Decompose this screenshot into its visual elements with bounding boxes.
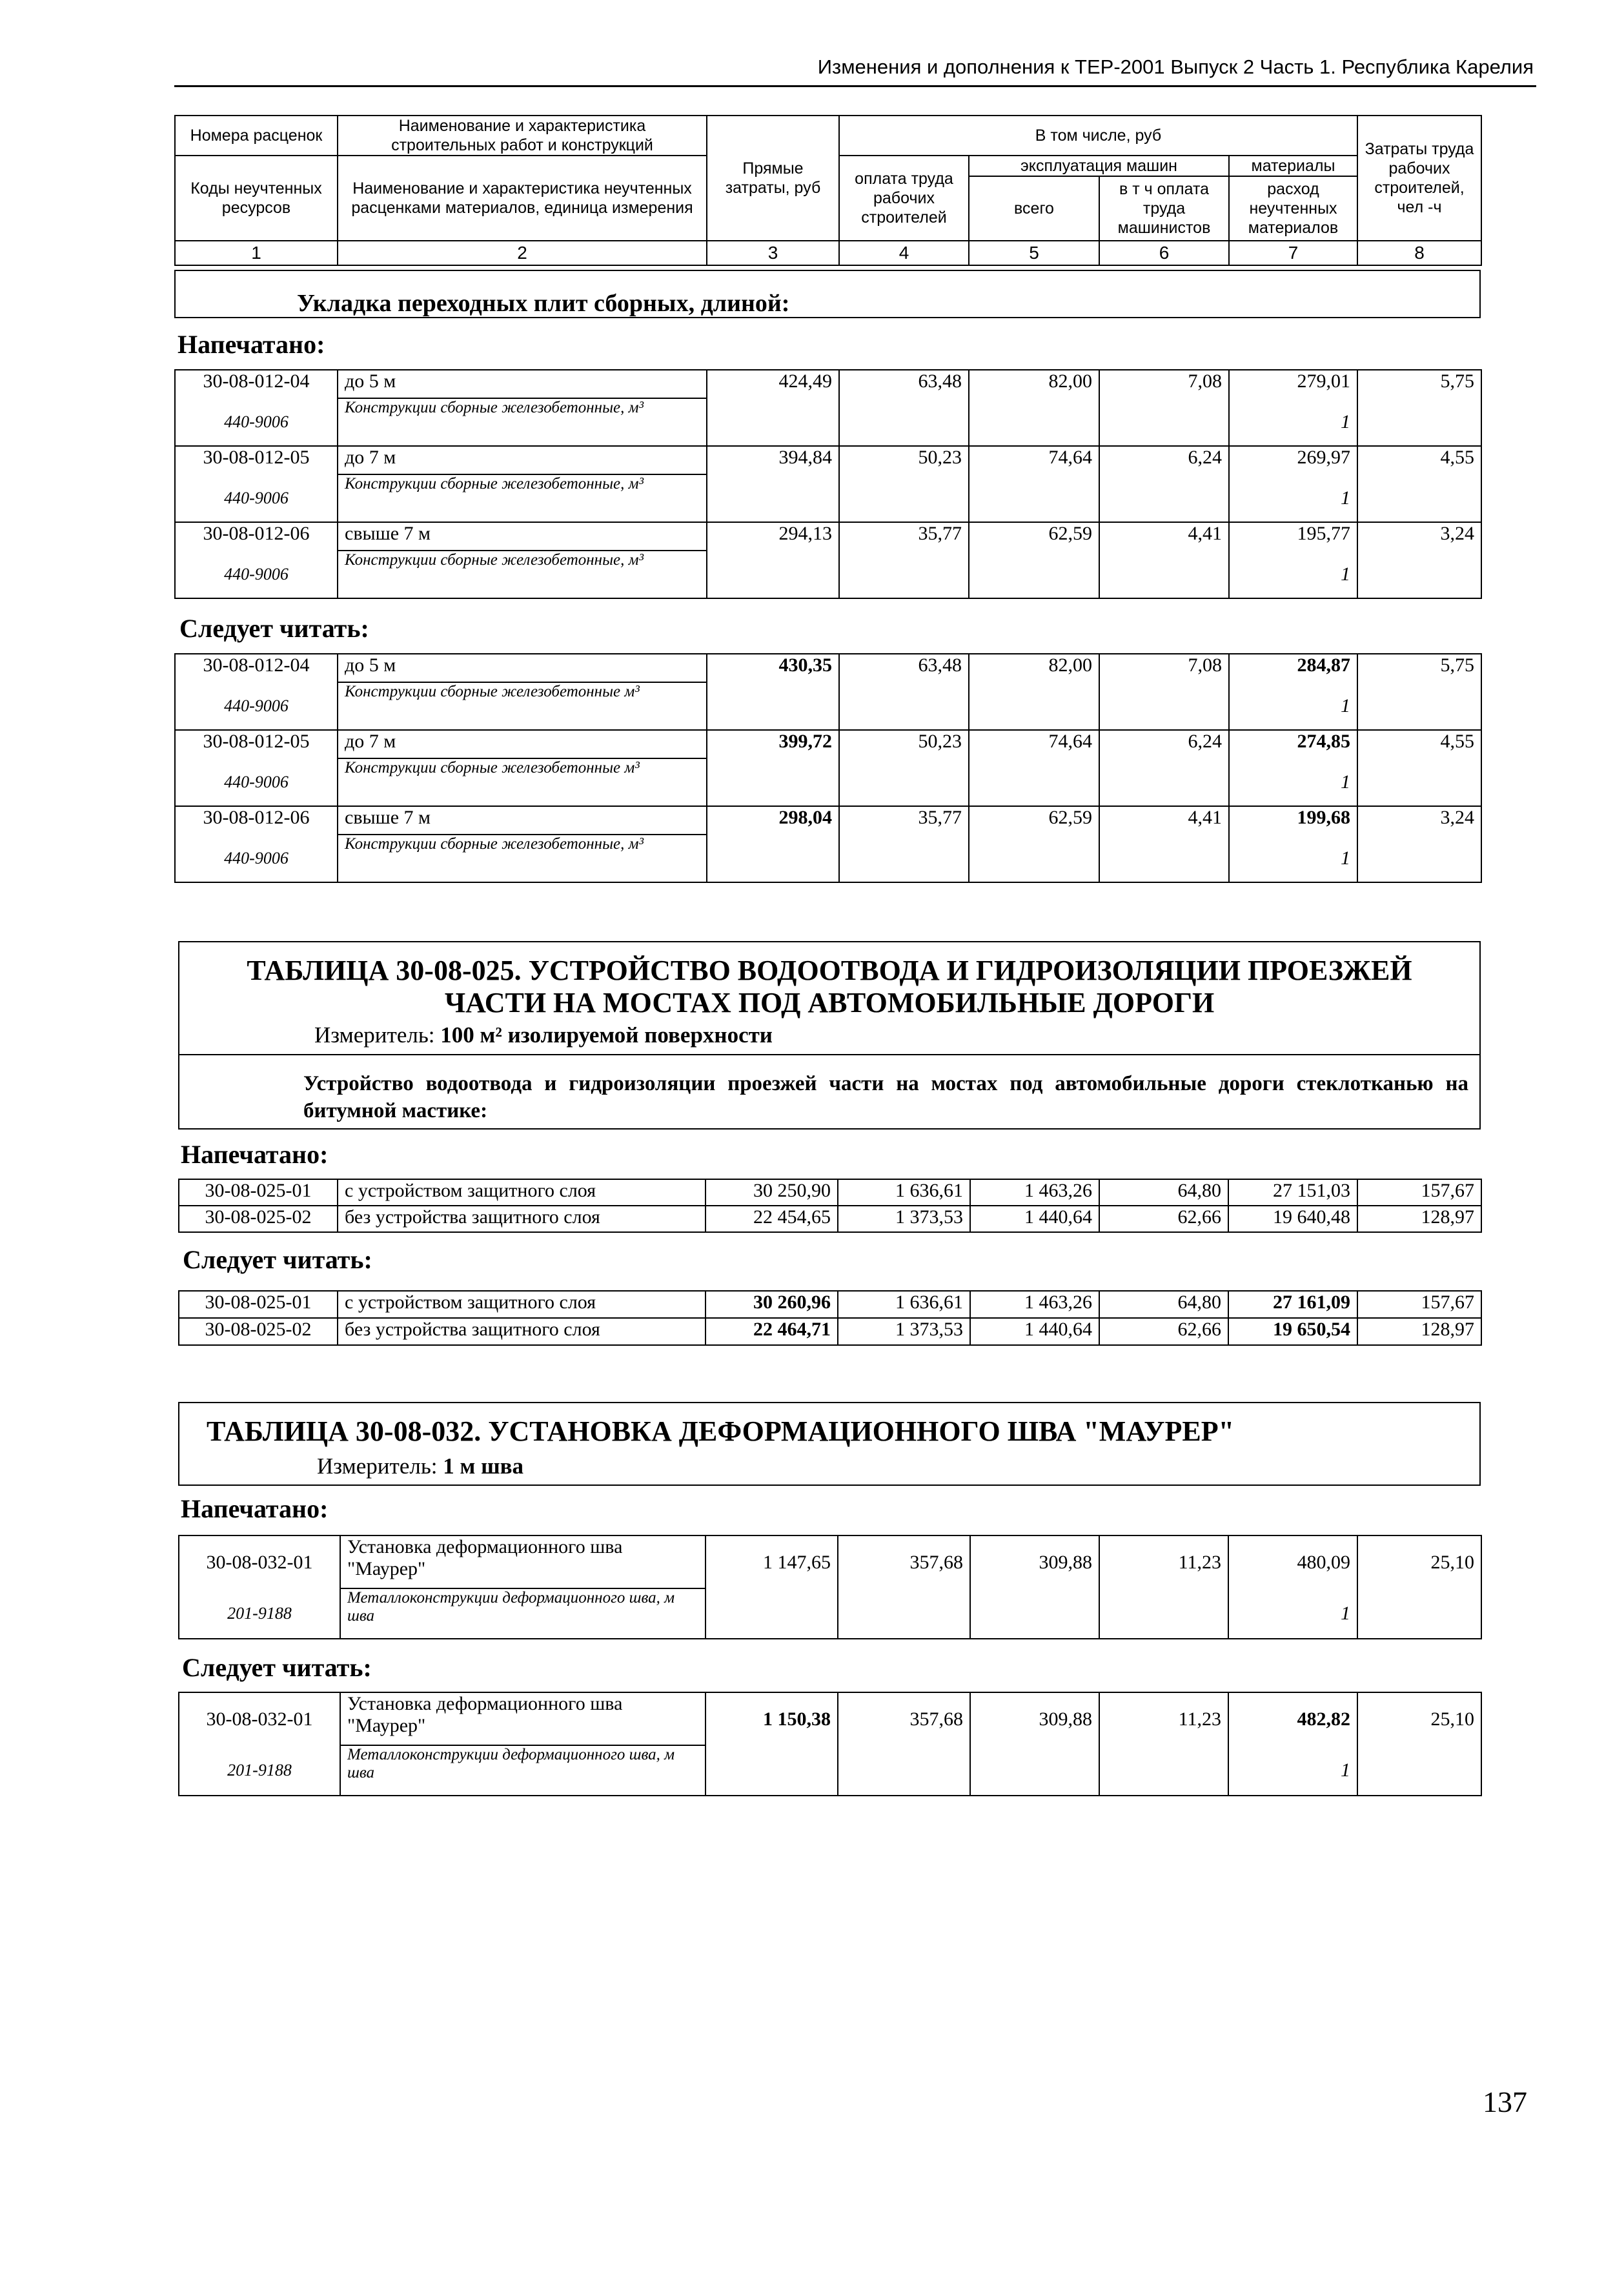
machines-cost: 82,00: [969, 370, 1099, 398]
operators-cost: 7,08: [1099, 370, 1229, 398]
column-header-table: [174, 115, 1482, 266]
resource-name: Конструкции сборные железобетонные, м³: [338, 398, 707, 446]
section2-title-line2: ЧАСТИ НА МОСТАХ ПОД АВТОМОБИЛЬНЫЕ ДОРОГИ: [444, 987, 1215, 1018]
table-row: [179, 1535, 1481, 1588]
resource-qty: 1: [1229, 682, 1357, 730]
measure-prefix: Измеритель:: [314, 1022, 441, 1048]
table-row: [179, 1692, 1481, 1745]
direct-cost: 22 464,71: [705, 1318, 838, 1345]
page-number: 137: [1483, 2085, 1527, 2118]
rate-code: 30-08-012-06: [175, 806, 338, 835]
hdr-col4: оплата труда рабочих строителей: [839, 156, 969, 241]
resource-name: Конструкции сборные железобетонные м³: [338, 758, 707, 806]
work-name: с устройством защитного слоя: [338, 1179, 705, 1206]
machines-cost: 74,64: [969, 446, 1099, 474]
rate-code: 30-08-012-05: [175, 446, 338, 474]
table-row: [175, 522, 1481, 551]
rate-code: 30-08-025-02: [179, 1206, 338, 1232]
labor-cost: 357,68: [838, 1535, 970, 1588]
machines-cost: 1 463,26: [970, 1179, 1099, 1206]
hdr-col5: всего: [969, 176, 1099, 241]
table-row: [175, 370, 1481, 398]
labor-hours: 128,97: [1357, 1206, 1481, 1232]
hdr-num-7: 7: [1229, 241, 1357, 265]
rate-code: 30-08-012-05: [175, 730, 338, 758]
labor-hours: 25,10: [1357, 1535, 1481, 1588]
resource-code: 440-9006: [175, 682, 338, 730]
work-name: до 7 м: [338, 730, 707, 758]
resource-qty: 1: [1229, 758, 1357, 806]
materials-cost: 269,97: [1229, 446, 1357, 474]
work-name: до 7 м: [338, 446, 707, 474]
labor-cost: 1 373,53: [838, 1206, 970, 1232]
operators-cost: 64,80: [1099, 1179, 1228, 1206]
rate-code: 30-08-012-06: [175, 522, 338, 551]
direct-cost: 30 260,96: [705, 1291, 838, 1318]
machines-cost: 62,59: [969, 806, 1099, 835]
work-name: без устройства защитного слоя: [338, 1318, 705, 1345]
measure-value: 1 м шва: [443, 1454, 524, 1479]
section3-should-read-label: Следует читать:: [182, 1653, 372, 1682]
resource-code: 201-9188: [179, 1745, 340, 1796]
labor-hours: 4,55: [1357, 730, 1481, 758]
work-name: Установка деформационного шва "Маурер": [340, 1692, 705, 1745]
labor-hours: 157,67: [1357, 1179, 1481, 1206]
operators-cost: 6,24: [1099, 446, 1229, 474]
machines-cost: 82,00: [969, 654, 1099, 682]
machines-cost: 1 440,64: [970, 1318, 1099, 1345]
hdr-num-1: 1: [175, 241, 338, 265]
resource-name: Металлоконструкции деформационного шва, м шва: [340, 1745, 705, 1796]
materials-cost: 19 640,48: [1228, 1206, 1357, 1232]
table-row: [175, 654, 1481, 682]
labor-cost: 63,48: [839, 654, 969, 682]
section2-corrected-table: [178, 1290, 1482, 1346]
section1-printed-label: Напечатано:: [178, 330, 325, 359]
hdr-num-8: 8: [1357, 241, 1481, 265]
section1-should-read-label: Следует читать:: [179, 614, 369, 643]
resource-code: 440-9006: [175, 398, 338, 446]
labor-hours: 128,97: [1357, 1318, 1481, 1345]
table-row: [175, 551, 1481, 598]
materials-cost: 482,82: [1228, 1692, 1357, 1745]
direct-cost: 394,84: [707, 446, 839, 474]
resource-qty: 1: [1229, 551, 1357, 598]
table-row: [179, 1179, 1481, 1206]
hdr-col2-top: Наименование и характеристика строительных работ и конструкций: [338, 116, 707, 156]
section3-corrected-table: [178, 1692, 1482, 1796]
machines-cost: 62,59: [969, 522, 1099, 551]
section1-corrected-table: [174, 653, 1482, 883]
direct-cost: 424,49: [707, 370, 839, 398]
table-row: [179, 1291, 1481, 1318]
direct-cost: 298,04: [707, 806, 839, 835]
section2-measure: [314, 1022, 773, 1048]
resource-name: Конструкции сборные железобетонные, м³: [338, 474, 707, 522]
operators-cost: 4,41: [1099, 522, 1229, 551]
table-row: [175, 474, 1481, 522]
rate-code: 30-08-025-01: [179, 1179, 338, 1206]
hdr-num-3: 3: [707, 241, 839, 265]
resource-name: Конструкции сборные железобетонные, м³: [338, 835, 707, 882]
labor-cost: 1 373,53: [838, 1318, 970, 1345]
machines-cost: 74,64: [969, 730, 1099, 758]
resource-name: Конструкции сборные железобетонные, м³: [338, 551, 707, 598]
resource-code: 440-9006: [175, 758, 338, 806]
rate-code: 30-08-025-02: [179, 1318, 338, 1345]
section3-title: ТАБЛИЦА 30-08-032. УСТАНОВКА ДЕФОРМАЦИОННОГО ШВА "МАУРЕР": [207, 1415, 1235, 1447]
resource-code: 201-9188: [179, 1588, 340, 1639]
operators-cost: 62,66: [1099, 1318, 1228, 1345]
measure-value: 100 м² изолируемой поверхности: [440, 1022, 773, 1048]
labor-hours: 157,67: [1357, 1291, 1481, 1318]
machines-cost: 1 463,26: [970, 1291, 1099, 1318]
labor-cost: 50,23: [839, 446, 969, 474]
resource-qty: 1: [1229, 398, 1357, 446]
work-name: до 5 м: [338, 370, 707, 398]
hdr-col6: в т ч оплата труда машинистов: [1099, 176, 1229, 241]
labor-cost: 35,77: [839, 522, 969, 551]
labor-cost: 1 636,61: [838, 1291, 970, 1318]
section1-subtitle: Укладка переходных плит сборных, длиной:: [297, 290, 790, 317]
table-row: [175, 758, 1481, 806]
labor-cost: 35,77: [839, 806, 969, 835]
machines-cost: 1 440,64: [970, 1206, 1099, 1232]
labor-hours: 5,75: [1357, 370, 1481, 398]
rate-code: 30-08-032-01: [179, 1535, 340, 1588]
section1-printed-table: [174, 369, 1482, 599]
table-row: [175, 806, 1481, 835]
direct-cost: 30 250,90: [705, 1179, 838, 1206]
resource-code: 440-9006: [175, 835, 338, 882]
section3-measure: [317, 1454, 523, 1479]
operators-cost: 4,41: [1099, 806, 1229, 835]
table-row: [179, 1206, 1481, 1232]
work-name: до 5 м: [338, 654, 707, 682]
hdr-col2-bottom: Наименование и характеристика неучтенных расценками материалов, единица измерения: [338, 156, 707, 241]
hdr-group-machines: эксплуатация машин: [969, 156, 1229, 176]
operators-cost: 7,08: [1099, 654, 1229, 682]
direct-cost: 294,13: [707, 522, 839, 551]
resource-code: 440-9006: [175, 551, 338, 598]
section3-printed-label: Напечатано:: [181, 1494, 329, 1523]
materials-cost: 27 161,09: [1228, 1291, 1357, 1318]
table-row: [175, 730, 1481, 758]
section2-title-line1: ТАБЛИЦА 30-08-025. УСТРОЙСТВО ВОДООТВОДА И ГИДРОИЗОЛЯЦИИ ПРОЕЗЖЕЙ: [247, 955, 1412, 986]
labor-hours: 3,24: [1357, 806, 1481, 835]
header-rule: [174, 85, 1536, 87]
rate-code: 30-08-012-04: [175, 654, 338, 682]
materials-cost: 199,68: [1229, 806, 1357, 835]
rate-code: 30-08-012-04: [175, 370, 338, 398]
resource-qty: 1: [1229, 835, 1357, 882]
hdr-num-6: 6: [1099, 241, 1229, 265]
hdr-col1-top: Номера расценок: [175, 116, 338, 156]
measure-prefix: Измеритель:: [317, 1454, 443, 1479]
materials-cost: 284,87: [1229, 654, 1357, 682]
section2-should-read-label: Следует читать:: [183, 1245, 372, 1274]
hdr-col3: Прямые затраты, руб: [707, 116, 839, 241]
labor-hours: 3,24: [1357, 522, 1481, 551]
direct-cost: 399,72: [707, 730, 839, 758]
hdr-num-2: 2: [338, 241, 707, 265]
hdr-num-4: 4: [839, 241, 969, 265]
resource-qty: 1: [1228, 1745, 1357, 1796]
section3-printed-table: [178, 1535, 1482, 1639]
work-name: свыше 7 м: [338, 806, 707, 835]
labor-hours: 4,55: [1357, 446, 1481, 474]
work-name: Установка деформационного шва "Маурер": [340, 1535, 705, 1588]
operators-cost: 62,66: [1099, 1206, 1228, 1232]
operators-cost: 11,23: [1099, 1535, 1228, 1588]
direct-cost: 22 454,65: [705, 1206, 838, 1232]
materials-cost: 480,09: [1228, 1535, 1357, 1588]
materials-cost: 195,77: [1229, 522, 1357, 551]
table-row: [179, 1318, 1481, 1345]
materials-cost: 279,01: [1229, 370, 1357, 398]
labor-hours: 25,10: [1357, 1692, 1481, 1745]
machines-cost: 309,88: [970, 1692, 1099, 1745]
resource-qty: 1: [1229, 474, 1357, 522]
table-row: [179, 1745, 1481, 1796]
operators-cost: 11,23: [1099, 1692, 1228, 1745]
direct-cost: 430,35: [707, 654, 839, 682]
table-row: [175, 682, 1481, 730]
table-row: [175, 835, 1481, 882]
resource-qty: 1: [1228, 1588, 1357, 1639]
hdr-num-5: 5: [969, 241, 1099, 265]
hdr-col1-bottom: Коды неучтенных ресурсов: [175, 156, 338, 241]
running-header: Изменения и дополнения к ТЕР-2001 Выпуск 2 Часть 1. Республика Карелия: [817, 56, 1534, 78]
labor-cost: 50,23: [839, 730, 969, 758]
rate-code: 30-08-032-01: [179, 1692, 340, 1745]
table-row: [175, 398, 1481, 446]
hdr-group-materials: материалы: [1229, 156, 1357, 176]
labor-cost: 357,68: [838, 1692, 970, 1745]
work-name: с устройством защитного слоя: [338, 1291, 705, 1318]
direct-cost: 1 150,38: [705, 1692, 838, 1745]
work-name: без устройства защитного слоя: [338, 1206, 705, 1232]
table-row: [179, 1588, 1481, 1639]
direct-cost: 1 147,65: [705, 1535, 838, 1588]
materials-cost: 19 650,54: [1228, 1318, 1357, 1345]
hdr-group-incl: В том числе, руб: [839, 116, 1357, 156]
materials-cost: 27 151,03: [1228, 1179, 1357, 1206]
resource-name: Конструкции сборные железобетонные м³: [338, 682, 707, 730]
table-row: [175, 446, 1481, 474]
labor-hours: 5,75: [1357, 654, 1481, 682]
operators-cost: 64,80: [1099, 1291, 1228, 1318]
rate-code: 30-08-025-01: [179, 1291, 338, 1318]
section2-printed-label: Напечатано:: [181, 1140, 329, 1169]
work-name: свыше 7 м: [338, 522, 707, 551]
hdr-col7: расход неучтенных материалов: [1229, 176, 1357, 241]
labor-cost: 1 636,61: [838, 1179, 970, 1206]
section2-description: Устройство водоотвода и гидроизоляции проезжей части на мостах под автомобильные дороги стеклотканью на битумной мастике:: [303, 1072, 1468, 1122]
machines-cost: 309,88: [970, 1535, 1099, 1588]
hdr-col8: Затраты труда рабочих строителей, чел -ч: [1357, 116, 1481, 241]
labor-cost: 63,48: [839, 370, 969, 398]
resource-code: 440-9006: [175, 474, 338, 522]
materials-cost: 274,85: [1229, 730, 1357, 758]
resource-name: Металлоконструкции деформационного шва, м шва: [340, 1588, 705, 1639]
section2-printed-table: [178, 1179, 1482, 1233]
operators-cost: 6,24: [1099, 730, 1229, 758]
